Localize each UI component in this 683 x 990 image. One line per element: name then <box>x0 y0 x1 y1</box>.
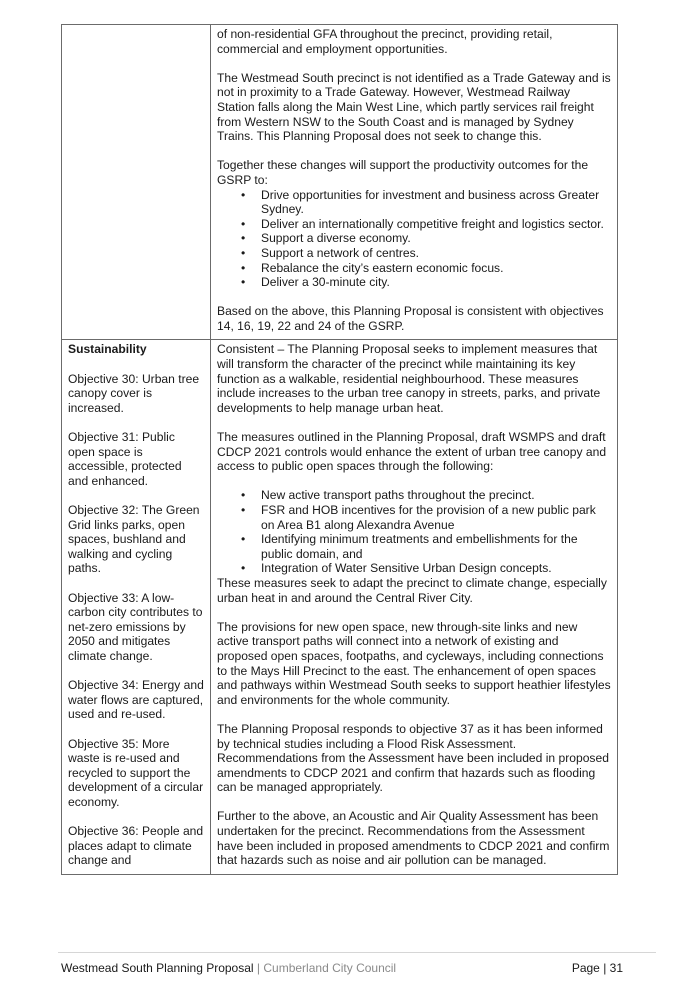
objective-text: Objective 34: Energy and water flows are captured, used and re-used. <box>68 678 204 722</box>
footer-council: Cumberland City Council <box>263 961 397 975</box>
list-item: • FSR and HOB incentives for the provision of a new public park on Area B1 along Alexandra Avenue <box>261 503 611 532</box>
section-heading: Sustainability <box>68 342 147 357</box>
list-item: • Identifying minimum treatments and embellishments for the public domain, and <box>261 532 611 561</box>
objective-cell-empty <box>62 25 211 340</box>
paragraph: Consistent – The Planning Proposal seeks to implement measures that will transform the character of the precinct while maintaining its key function as a walkable, residential neighbourhood. These measures include increases to the urban tree canopy in streets, parks, and private developments to help manage urban heat. <box>217 342 601 415</box>
list-item: • Integration of Water Sensitive Urban Design concepts. <box>261 561 611 576</box>
assessment-cell <box>211 25 618 340</box>
paragraph: These measures seek to adapt the precinct to climate change, especially urban heat in and around the Central River City. <box>217 575 607 605</box>
paragraph: Further to the above, an Acoustic and Air Quality Assessment has been undertaken for the precinct. Recommendations from the Assessment have been included in proposed amendments to CDCP 2021 and confirm that hazards such as noise and air pollution can be managed. <box>217 809 610 868</box>
objective-text: Objective 33: A low-carbon city contributes to net-zero emissions by 2050 and mitigates climate change. <box>68 590 203 663</box>
assessment-cell <box>211 340 618 874</box>
footer-divider <box>58 952 656 953</box>
footer-document-title: Westmead South Planning Proposal <box>61 961 254 975</box>
list-item: • Support a diverse economy. <box>261 231 611 246</box>
paragraph: The provisions for new open space, new through-site links and new active transport paths will connect into a network of existing and proposed open spaces, footpaths, and cycleways, including connections to the Mays Hill Precinct to the east. The enhancement of open spaces and pathways within Westmead South seeks to support heathier lifestyles and environments for the whole community. <box>217 619 611 707</box>
objective-text: Objective 36: People and places adapt to climate change and <box>68 824 204 868</box>
list-item: • Drive opportunities for investment and business across Greater Sydney. <box>261 188 611 217</box>
bullet-list <box>217 488 611 576</box>
objective-text: Objective 30: Urban tree canopy cover is increased. <box>68 371 200 415</box>
paragraph: The Planning Proposal responds to objective 37 as it has been informed by technical studies including a Flood Risk Assessment. Recommendations from the Assessment have been included in proposed amendments to CDCP 2021 and confirm that hazards such as flooding can be managed appropriately. <box>217 721 609 795</box>
list-item: • Support a network of centres. <box>261 246 611 261</box>
footer-separator: | <box>256 961 261 975</box>
consistency-table <box>61 24 618 875</box>
list-item: • New active transport paths throughout the precinct. <box>261 488 611 503</box>
list-item: • Deliver a 30-minute city. <box>261 275 611 290</box>
bullet-list <box>217 188 611 290</box>
objective-cell <box>62 340 211 874</box>
table-row-productivity <box>62 25 618 340</box>
objective-text: Objective 35: More waste is re-used and recycled to support the development of a circular economy. <box>68 736 204 809</box>
list-item: • Deliver an internationally competitive freight and logistics sector. <box>261 217 611 232</box>
page-number: Page | 31 <box>571 961 623 975</box>
objective-text: Objective 32: The Green Grid links parks, open spaces, bushland and walking and cycling paths. <box>68 503 200 576</box>
paragraph: The Westmead South precinct is not identified as a Trade Gateway and is not in proximity to a Trade Gateway. However, Westmead Railway Station falls along the Main West Line, which partly services rail freight from Western NSW to the South Coast and is managed by Sydney Trains. This Planning Proposal does not seek to change this. <box>217 70 611 144</box>
objective-text: Objective 31: Public open space is accessible, protected and enhanced. <box>68 430 182 488</box>
paragraph: of non-residential GFA throughout the precinct, providing retail, commercial and employment opportunities. <box>217 27 553 56</box>
list-item: • Rebalance the city’s eastern economic focus. <box>261 261 611 276</box>
table-row-sustainability <box>62 340 618 874</box>
paragraph: Based on the above, this Planning Proposal is consistent with objectives 14, 16, 19, 22 and 24 of the GSRP. <box>217 304 604 333</box>
paragraph: Together these changes will support the productivity outcomes for the GSRP to: <box>217 158 589 187</box>
footer-left <box>61 961 396 975</box>
paragraph: The measures outlined in the Planning Proposal, draft WSMPS and draft CDCP 2021 controls would enhance the extent of urban tree canopy and access to public open spaces through the following: <box>217 430 607 474</box>
